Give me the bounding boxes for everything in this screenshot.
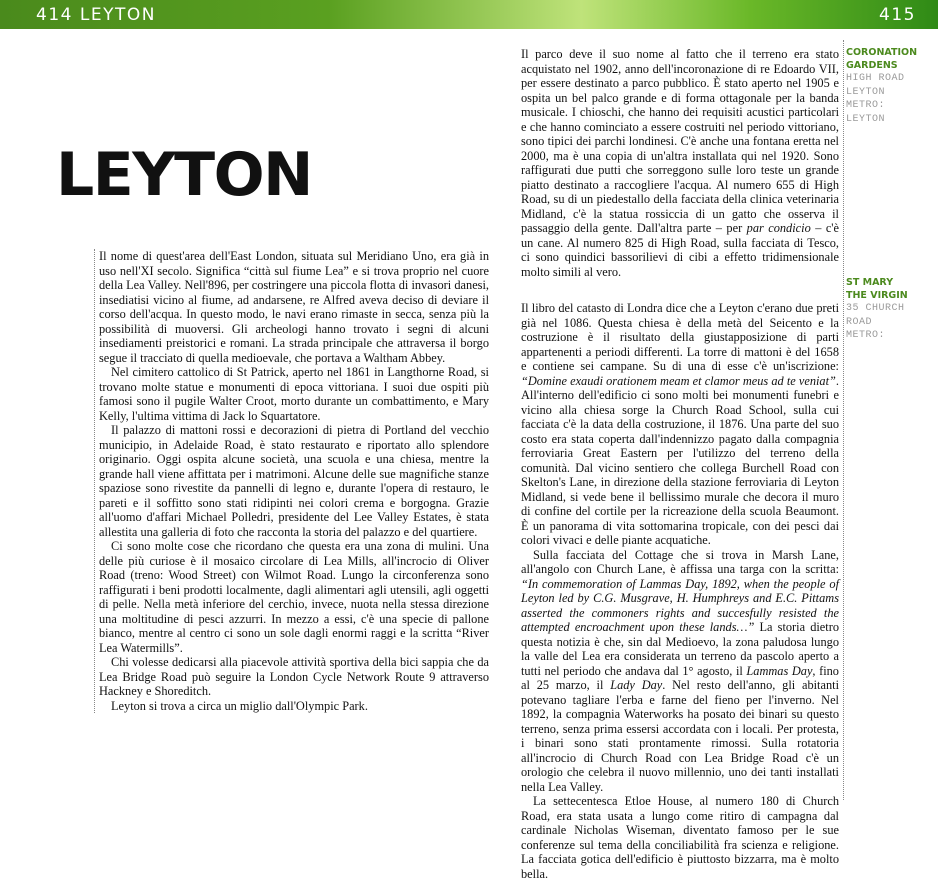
sidenote-address: 35 CHURCH — [846, 303, 905, 314]
column-divider — [843, 40, 844, 800]
sidenote-title: GARDENS — [846, 59, 898, 71]
text: Il libro del catasto di Londra dice che a Leyton c'erano due preti già nel 1086. Questa chiesa è della metà del Seicento e la costruzione è il risultato della giustapposizione di parti appartenenti a periodi differenti. La torre di mattoni è del 1658 e contiene sei campane. Su di una di esse c'è un'iscrizione: — [521, 301, 839, 373]
italic-text: “Domine exaudi orationem meam et clamor meus ad te veniat” — [521, 373, 836, 388]
sidenote-coronation-gardens — [846, 47, 938, 126]
text: Sulla facciata del Cottage che si trova in Marsh Lane, all'angolo con Church Lane, è affissa una targa con la scritta: — [521, 547, 839, 576]
paragraph: Il nome di quest'area dell'East London, situata sul Meridiano Uno, era già in uso nell'XI secolo. Significa “città sul fiume Lea” e si trova proprio nel cuore della Lea Valley. Nell'896, per costringere una piccola flotta di invasori danesi, insediatisi vicino al fiume, ad andarsene, re Alfred aveva deciso di deviare il corso dell'acqua. In questo modo, le navi erano rimaste in secca, senza più la possibilità di muoversi. Gli archeologi hanno trovato i segni di alcuni insediamenti preistorici e romani. La strada principale che attraversa il borgo segue il tracciato di quella medioevale, che portava a Waltham Abbey. — [99, 249, 489, 365]
paragraph — [521, 301, 839, 548]
text: Il parco deve il suo nome al fatto che il terreno era stato acquistato nel 1902, anno dell'incoronazione di re Edoardo VII, per essere destinato a parco pubblico. È stato aperto nel 1905 e ospita un bel palco grande e di forma ottagonale per la banda musicale. I chioschi, che hanno dei requisiti acustici particolari e che hanno cominciato a essere costruiti nel periodo vittoriano, sono tipici dei parchi londinesi. C'è anche una fontana eretta nel 2000, ma è una copia di un'altra installata qui nel 1920. Sono raffigurati due putti che sorreggono sulle loro teste un grande piatto destinato a raccogliere l'acqua. Al numero 655 di High Road, su di un piedestallo della facciata della clinica veterinaria Midland, c'è la statua rossiccia di un gatto che osserva il passaggio della gente. Dall'altra parte – per — [521, 47, 839, 235]
paragraph: Il palazzo di mattoni rossi e decorazioni di pietra di Portland del vecchio municipio, in Adelaide Road, è stato restaurato e riportato allo splendore originario. Oggi ospita alcune società, una scuola e una chiesa, mentre la grande hall viene affittata per i matrimoni. Alcune delle sue magnifiche stanze spaziose sono rivestite da pannelli di legno e, durante l'opera di restauro, le pareti e il soffitto sono stati ridipinti nei colori crema e borgogna. Grazie all'uomo d'affari Michael Polledri, presidente del Lee Valley Estates, è stata allestita una galleria di foto che racconta la storia del palazzo e del quartiere. — [99, 423, 489, 539]
italic-text: Lammas Day — [746, 663, 813, 678]
running-head-left: 414 LEYTON — [36, 5, 156, 25]
paragraph: Nel cimitero cattolico di St Patrick, aperto nel 1861 in Langthorne Road, si trovano molte statue e monumenti di epoca vittoriana. I suoi due ospiti più famosi sono il pugile Walter Croot, morto durante un combattimento, e Mary Kelly, l'ultima vittima di Jack lo Squartatore. — [99, 365, 489, 423]
text: . All'interno dell'edificio ci sono molti bei monumenti funebri e vicino alla chiesa sorge la Church Road School, sulla cui facciata c'è la data della costruzione, il 1876. Una parte del suo costo era stata coperta dall'indennizzo pagato dalla compagnia ferroviaria Great Eastern per l'utilizzo del terreno della comunità. Dal vicino sentiero che collega Burchell Road con Skelton's Lane, in direzione della stazione ferroviaria di Leyton Midland, si vede bene il bellissimo murale che decora il muro di confine del cortile per la ricreazione della scuola Beaumont. È un panorama di vita sottomarina tropicale, con dei pesci dai colori vivaci e delle piante acquatiche. — [521, 373, 839, 547]
sidenote-address: HIGH ROAD — [846, 73, 905, 84]
italic-text: “In commemoration of Lammas Day, 1892, when the people of Leyton led by C.G. Musgrave, H. Humphreys and E.C. Pittams asserted the commoners rights and succesfully resisted the attempted encroachment upon these lands…” — [521, 576, 839, 634]
sidenote-metro-label: METRO: — [846, 330, 886, 341]
text: La storia dietro questa notizia è che, sin dal Medioevo, la zona paludosa lungo la valle del Lea era considerata un terreno da pascolo aperto a tutti nel periodo che andava dal 1° agosto, il — [521, 620, 839, 678]
paragraph: La settecentesca Etloe House, al numero 180 di Church Road, era stata usata a lungo come ritiro di campagna dal cardinale Nicholas Wiseman, diventato famoso per le sue conferenze sul tema della conciliabilità fra scienza e religione. La facciata gotica dell'edificio è piuttosto bizzarra, ma è molto bella. — [521, 794, 839, 881]
sidenote-title: ST MARY — [846, 277, 894, 288]
header-bar — [0, 0, 938, 29]
text: , fino al 25 marzo, il — [521, 663, 839, 692]
left-column — [94, 249, 491, 713]
sidenote-metro: LEYTON — [846, 113, 886, 125]
paragraph: Chi volesse dedicarsi alla piacevole attività sportiva della bici sappia che da Lea Bridge Road può seguire la London Cycle Network Route 9 attraverso Hackney e Shoreditch. — [99, 655, 489, 698]
italic-text: par condicio — [746, 221, 811, 235]
italic-text: Lady Day — [610, 678, 663, 692]
right-column — [521, 47, 839, 881]
sidenote-metro-label: METRO: — [846, 100, 886, 111]
sidenote-address: ROAD — [846, 316, 873, 328]
chapter-title: LEYTON — [56, 140, 312, 210]
paragraph — [521, 548, 839, 795]
text: . Nel resto dell'anno, gli abitanti potevano tagliare l'erba e farne del fieno per l'inverno. Nel 1892, la compagnia Waterworks ha posato dei binari su questo terreno, senza prima essersi accordata con i locali. Per protesta, i binari sono stati prontamente rimossi. Sulla rotatoria all'incrocio di Church Road con Lea Bridge Road c'è un orologio che celebra il nuovo millennio, uno dei tanti installati nella Lea Valley. — [521, 678, 839, 794]
paragraph — [521, 47, 839, 279]
sidenote-st-mary — [846, 277, 938, 343]
text: – c'è un cane. Al numero 825 di High Road, sulla facciata di Tesco, ci sono quindici bassorilievi di cibi a effetto tridimensionale molto simili al vero. — [521, 221, 839, 279]
sidenote-address: LEYTON — [846, 86, 886, 98]
sidenote-title: CORONATION — [846, 47, 918, 58]
paragraph: Ci sono molte cose che ricordano che questa era una zona di mulini. Una delle più curiose è il mosaico circolare di Lea Mills, all'incrocio di Oliver Road (treno: Wood Street) con Wilmot Road. Lungo la circonferenza sono raffigurati i beni prodotti localmente, dagli alimentari agli utensili, agli oggetti di pelle. Nella metà inferiore del cerchio, invece, nuota nella stessa direzione una moltitudine di pesci azzurri. In mezzo a essi, c'è una specie di pallone bianco, mentre al centro ci sono un sole dagli enormi raggi e la scritta “River Lea Watermills”. — [99, 539, 489, 655]
page-number-right: 415 — [879, 5, 916, 25]
section-gap — [521, 279, 839, 301]
paragraph: Leyton si trova a circa un miglio dall'Olympic Park. — [111, 698, 368, 713]
sidenote-title: THE VIRGIN — [846, 289, 908, 301]
